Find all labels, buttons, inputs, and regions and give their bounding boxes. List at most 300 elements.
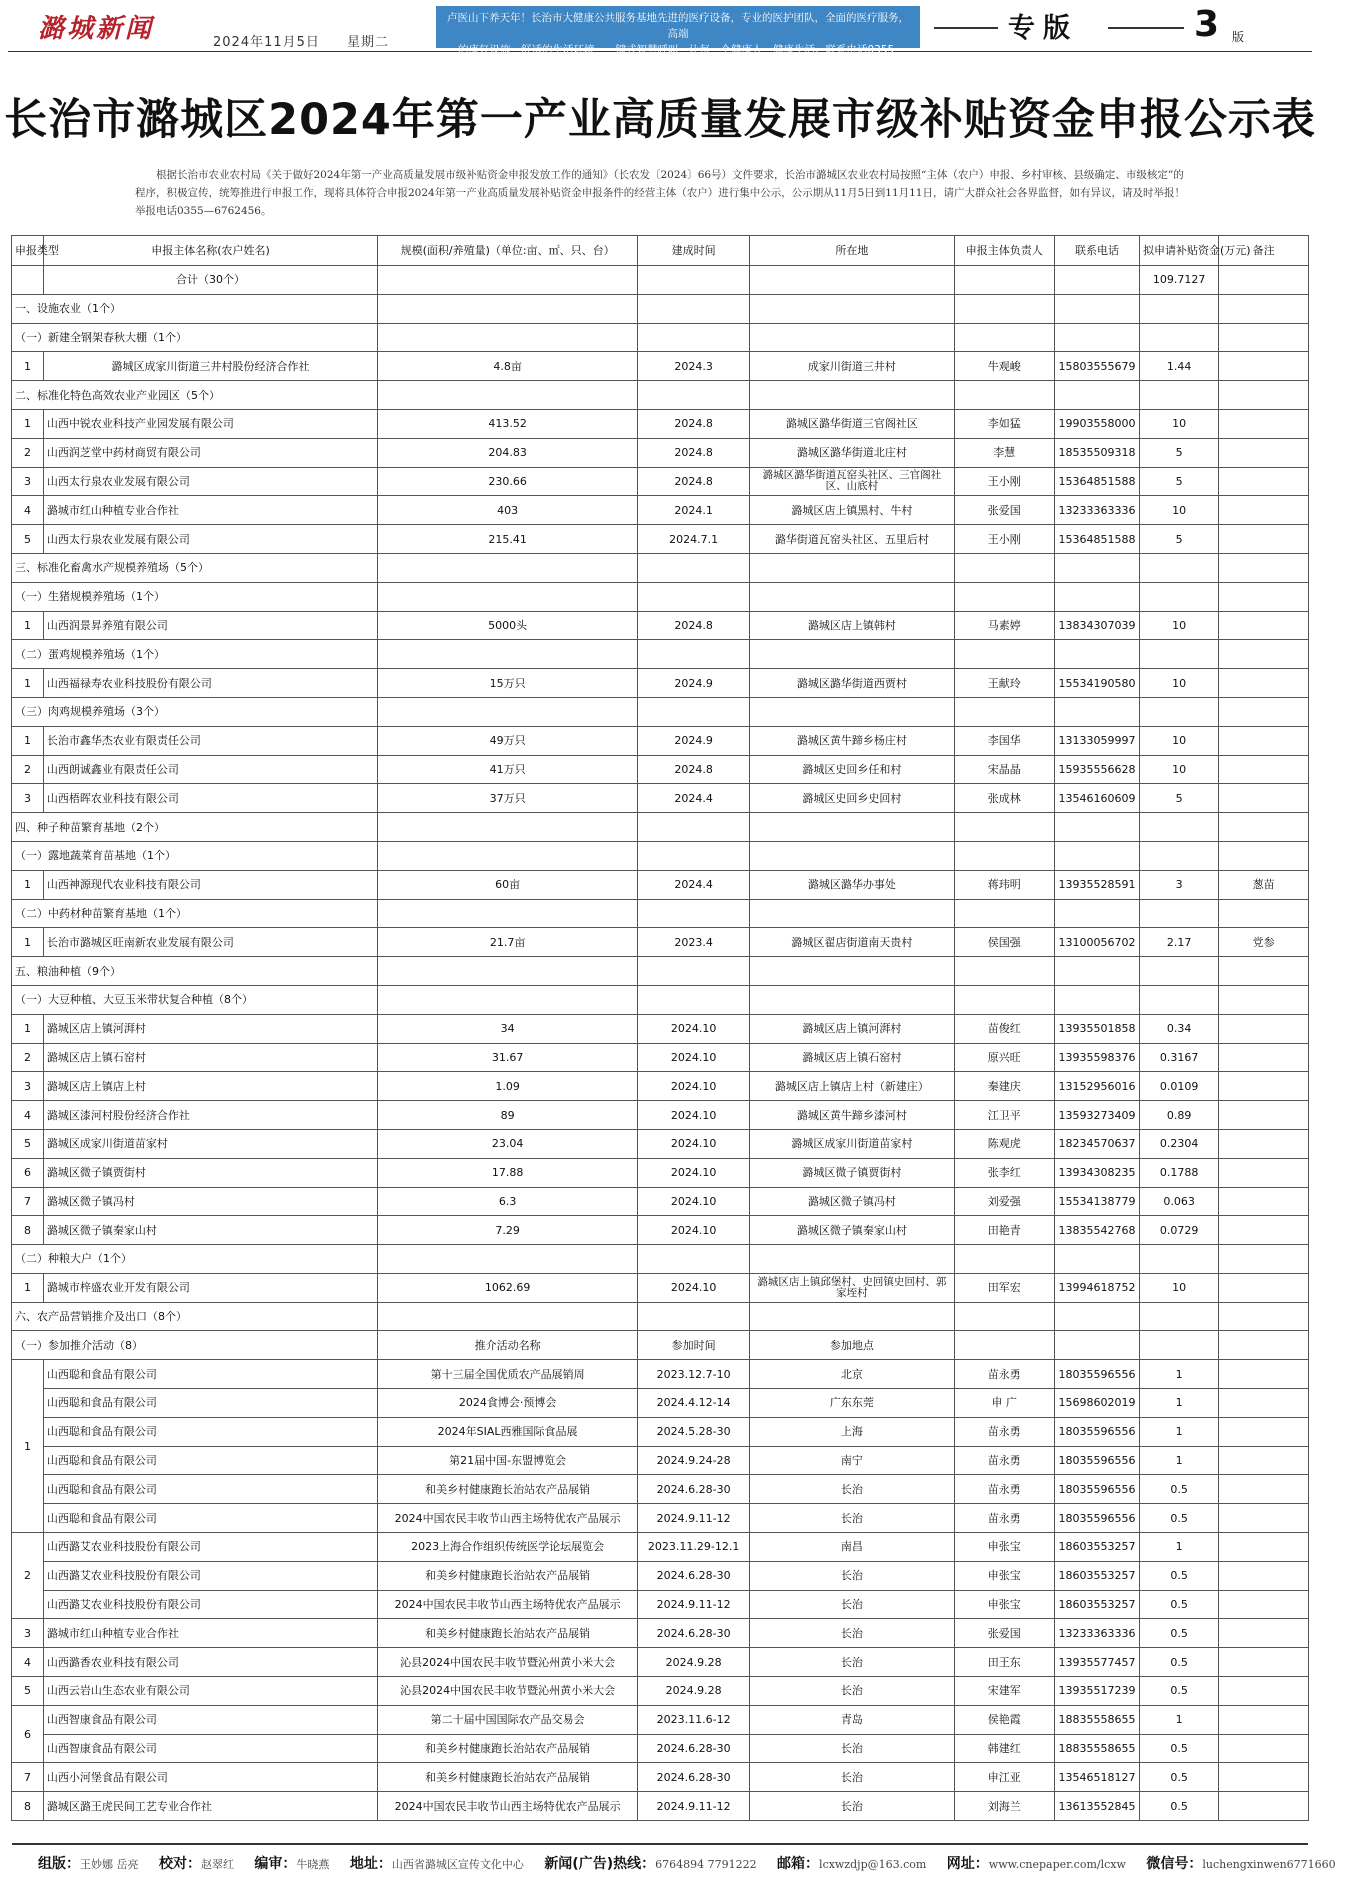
cell-note <box>1219 1014 1309 1043</box>
cell-name: 山西小河堡食品有限公司 <box>43 1763 377 1792</box>
cell-name: 山西聪和食品有限公司 <box>43 1417 377 1446</box>
cell-time: 2023.11.6-12 <box>638 1705 750 1734</box>
cell-note <box>1219 1129 1309 1158</box>
cell-time: 2024.10 <box>638 1187 750 1216</box>
cell-person: 申张宝 <box>954 1533 1054 1562</box>
cell-time: 2024.9.11-12 <box>638 1590 750 1619</box>
cell-name: 山西潞艾农业科技股份有限公司 <box>43 1590 377 1619</box>
cell-person: 申张宝 <box>954 1561 1054 1590</box>
cell-name: 潞城区潞王虎民间工艺专业合作社 <box>43 1792 377 1821</box>
cell-place: 长治 <box>750 1504 954 1533</box>
cell-loc: 潞城区微子镇冯村 <box>750 1187 954 1216</box>
cell-person: 蒋玮明 <box>954 870 1054 899</box>
col-phone: 联系电话 <box>1054 236 1139 266</box>
cell-loc: 潞城区店上镇黑村、牛村 <box>750 496 954 525</box>
cell-place: 长治 <box>750 1677 954 1706</box>
cell-act: 和美乡村健康跑长治站农产品展销 <box>378 1734 638 1763</box>
cell-time: 2024.7.1 <box>638 525 750 554</box>
cell-name: 山西聪和食品有限公司 <box>43 1360 377 1389</box>
cell-name: 潞城市梓盛农业开发有限公司 <box>43 1273 377 1302</box>
cell-phone: 19903558000 <box>1054 409 1139 438</box>
cell-name: 潞城区微子镇冯村 <box>43 1187 377 1216</box>
cell-act: 2024中国农民丰收节山西主场特优农产品展示 <box>378 1590 638 1619</box>
cell-person: 秦建庆 <box>954 1072 1054 1101</box>
table-row <box>12 438 1309 467</box>
table-row <box>12 870 1309 899</box>
cell-phone: 13835542768 <box>1054 1216 1139 1245</box>
cell-time: 2024.10 <box>638 1216 750 1245</box>
cell-name: 山西智康食品有限公司 <box>43 1705 377 1734</box>
cell-time: 2024.6.28-30 <box>638 1561 750 1590</box>
cell-amount: 1 <box>1140 1389 1219 1418</box>
cell-amount: 10 <box>1140 496 1219 525</box>
total-amount: 109.7127 <box>1140 266 1219 295</box>
section-row <box>12 985 1309 1014</box>
subsidy-table <box>11 235 1309 1821</box>
cell-note <box>1219 496 1309 525</box>
cell-title: （一）大豆种植、大豆玉米带状复合种植（8个） <box>12 985 378 1014</box>
cell-phone: 18835558655 <box>1054 1734 1139 1763</box>
cell-title: 五、粮油种植（9个） <box>12 957 378 986</box>
cell-person: 李慧 <box>954 438 1054 467</box>
cell-phone: 13934308235 <box>1054 1158 1139 1187</box>
cell-place: 长治 <box>750 1734 954 1763</box>
cell-note <box>1219 726 1309 755</box>
cell-time: 2024.8 <box>638 467 750 496</box>
cell-place: 长治 <box>750 1792 954 1821</box>
cell-scale: 1062.69 <box>378 1273 638 1302</box>
cell-name: 山西福禄寿农业科技股份有限公司 <box>43 669 377 698</box>
cell-scale: 7.29 <box>378 1216 638 1245</box>
cell-phone: 13546160609 <box>1054 784 1139 813</box>
table-row <box>12 1792 1309 1821</box>
cell-person: 苗永勇 <box>954 1504 1054 1533</box>
cell-time: 2024.10 <box>638 1158 750 1187</box>
email: lcxwzdjp@163.com <box>819 1858 927 1871</box>
masthead <box>8 4 1312 72</box>
page-number: 3 <box>1194 4 1220 45</box>
wechat-id: luchengxinwen6771660 <box>1202 1858 1336 1871</box>
cell-activity: 推介活动名称 <box>378 1331 638 1360</box>
cell-person: 苗永勇 <box>954 1446 1054 1475</box>
compile: 牛晓燕 <box>296 1858 330 1871</box>
cell-title: （一）新建全钢架春秋大棚（1个） <box>12 323 378 352</box>
cell-amount: 0.5 <box>1140 1677 1219 1706</box>
cell-note <box>1219 1101 1309 1130</box>
cell-person: 宋建军 <box>954 1677 1054 1706</box>
section-title: 专版 <box>1008 13 1078 44</box>
cell-place: 青岛 <box>750 1705 954 1734</box>
cell-time: 2023.4 <box>638 928 750 957</box>
cell-phone: 15935556628 <box>1054 755 1139 784</box>
table-row <box>12 1360 1309 1389</box>
cell-name: 潞城区店上镇石窑村 <box>43 1043 377 1072</box>
cell-note <box>1219 1216 1309 1245</box>
cell-note <box>1219 438 1309 467</box>
cell-name: 山西润芝堂中药材商贸有限公司 <box>43 438 377 467</box>
cell-scale: 4.8亩 <box>378 352 638 381</box>
cell-time: 2024.10 <box>638 1043 750 1072</box>
cell-no: 3 <box>12 1072 44 1101</box>
cell-person: 张爱国 <box>954 496 1054 525</box>
cell-name: 山西潞艾农业科技股份有限公司 <box>43 1561 377 1590</box>
cell-name: 潞城区成家川街道三井村股份经济合作社 <box>43 352 377 381</box>
cell-name: 潞城区漆河村股份经济合作社 <box>43 1101 377 1130</box>
cell-person: 申张宝 <box>954 1590 1054 1619</box>
cell-place: 广东东莞 <box>750 1389 954 1418</box>
section-row <box>12 697 1309 726</box>
cell-time: 2024.3 <box>638 352 750 381</box>
cell-note <box>1219 784 1309 813</box>
cell-time: 2024.8 <box>638 611 750 640</box>
compile-label: 编审： <box>254 1856 297 1872</box>
cell-loc: 潞城区成家川街道苗家村 <box>750 1129 954 1158</box>
cell-loc: 潞城区黄牛蹄乡漆河村 <box>750 1101 954 1130</box>
table-row <box>12 467 1309 496</box>
cell-no: 1 <box>12 352 44 381</box>
col-location: 所在地 <box>750 236 954 266</box>
cell-no: 1 <box>12 409 44 438</box>
col-scale: 规模(面积/养殖量)（单位:亩、㎡、只、台） <box>378 236 638 266</box>
cell-place: 长治 <box>750 1561 954 1590</box>
cell-note: 葱苗 <box>1219 870 1309 899</box>
cell-loc: 潞城区翟店街道南天贵村 <box>750 928 954 957</box>
table-row <box>12 1763 1309 1792</box>
table-row <box>12 784 1309 813</box>
cell-title: （一）露地蔬菜育苗基地（1个） <box>12 841 378 870</box>
cell-phone: 13935577457 <box>1054 1648 1139 1677</box>
table-row <box>12 1417 1309 1446</box>
cell-loc: 潞城区潞华街道北庄村 <box>750 438 954 467</box>
cell-place: 南宁 <box>750 1446 954 1475</box>
wechat-label: 微信号： <box>1146 1856 1203 1872</box>
cell-amount: 5 <box>1140 467 1219 496</box>
cell-name: 潞城区店上镇店上村 <box>43 1072 377 1101</box>
cell-scale: 230.66 <box>378 467 638 496</box>
cell-time: 2023.11.29-12.1 <box>638 1533 750 1562</box>
cell-act: 和美乡村健康跑长治站农产品展销 <box>378 1561 638 1590</box>
cell-name: 山西聪和食品有限公司 <box>43 1389 377 1418</box>
table-row <box>12 1158 1309 1187</box>
cell-name: 山西中锐农业科技产业园发展有限公司 <box>43 409 377 438</box>
cell-amount: 10 <box>1140 755 1219 784</box>
cell-amount: 2.17 <box>1140 928 1219 957</box>
table-row <box>12 1734 1309 1763</box>
newspaper-logo: 潞城新闻 <box>38 14 155 44</box>
cell-loc: 潞城区店上镇石窑村 <box>750 1043 954 1072</box>
cell-amount: 0.5 <box>1140 1792 1219 1821</box>
cell-phone: 13593273409 <box>1054 1101 1139 1130</box>
cell-note <box>1219 525 1309 554</box>
cell-time: 2024.8 <box>638 438 750 467</box>
cell-place: 长治 <box>750 1590 954 1619</box>
cell-note <box>1219 467 1309 496</box>
cell-title: （三）肉鸡规模养殖场（3个） <box>12 697 378 726</box>
cell-phone: 13834307039 <box>1054 611 1139 640</box>
cell-time: 2024.6.28-30 <box>638 1734 750 1763</box>
cell-time: 2024.9.11-12 <box>638 1504 750 1533</box>
cell-phone: 18603553257 <box>1054 1533 1139 1562</box>
cell-loc: 成家川街道三井村 <box>750 352 954 381</box>
section-row <box>12 957 1309 986</box>
cell-phone: 13935598376 <box>1054 1043 1139 1072</box>
cell-phone: 15364851588 <box>1054 525 1139 554</box>
cell-person: 苗永勇 <box>954 1360 1054 1389</box>
cell-scale: 37万只 <box>378 784 638 813</box>
cell-place: 长治 <box>750 1619 954 1648</box>
cell-name: 山西神源现代农业科技有限公司 <box>43 870 377 899</box>
total-label: 合计（30个） <box>43 266 377 295</box>
editor: 王妙娜 岳亮 <box>80 1858 139 1871</box>
cell-note <box>1219 409 1309 438</box>
table-row <box>12 611 1309 640</box>
cell-name: 山西云岩山生态农业有限公司 <box>43 1677 377 1706</box>
cell-person: 申江亚 <box>954 1763 1054 1792</box>
cell-scale: 403 <box>378 496 638 525</box>
cell-person: 刘海兰 <box>954 1792 1054 1821</box>
table-row <box>12 1187 1309 1216</box>
cell-no: 3 <box>12 784 44 813</box>
cell-time: 2024.8 <box>638 755 750 784</box>
cell-phone: 13233363336 <box>1054 1619 1139 1648</box>
cell-amount: 1 <box>1140 1360 1219 1389</box>
cell-amount: 0.5 <box>1140 1590 1219 1619</box>
cell-time: 2024.10 <box>638 1014 750 1043</box>
cell-person: 苗永勇 <box>954 1475 1054 1504</box>
cell-time: 2024.10 <box>638 1273 750 1302</box>
cell-amount: 0.5 <box>1140 1475 1219 1504</box>
cell-scale: 6.3 <box>378 1187 638 1216</box>
cell-name: 山西聪和食品有限公司 <box>43 1475 377 1504</box>
cell-note: 党参 <box>1219 928 1309 957</box>
cell-person: 张爱国 <box>954 1619 1054 1648</box>
col-type: 申报类型 <box>12 236 44 266</box>
table-row <box>12 409 1309 438</box>
cell-amount: 1 <box>1140 1533 1219 1562</box>
cell-name: 潞城区微子镇秦家山村 <box>43 1216 377 1245</box>
table-row <box>12 1216 1309 1245</box>
cell-person: 苗俊红 <box>954 1014 1054 1043</box>
cell-person: 申 广 <box>954 1389 1054 1418</box>
cell-time: 2024.6.28-30 <box>638 1763 750 1792</box>
col-note: 备注 <box>1219 236 1309 266</box>
cell-place: 南昌 <box>750 1533 954 1562</box>
cell-name: 山西梧晖农业科技有限公司 <box>43 784 377 813</box>
table-row <box>12 1677 1309 1706</box>
cell-person: 刘爱强 <box>954 1187 1054 1216</box>
cell-amount: 0.5 <box>1140 1561 1219 1590</box>
cell-no: 4 <box>12 1101 44 1130</box>
cell-amount: 1 <box>1140 1446 1219 1475</box>
cell-note <box>1219 755 1309 784</box>
cell-place: 长治 <box>750 1763 954 1792</box>
cell-phone: 13152956016 <box>1054 1072 1139 1101</box>
table-row <box>12 1561 1309 1590</box>
table-row <box>12 726 1309 755</box>
cell-amount: 0.2304 <box>1140 1129 1219 1158</box>
cell-scale: 41万只 <box>378 755 638 784</box>
cell-name: 山西润景昇养殖有限公司 <box>43 611 377 640</box>
cell-act: 第21届中国-东盟博览会 <box>378 1446 638 1475</box>
cell-loc: 潞城区店上镇韩村 <box>750 611 954 640</box>
ad-line-2: 的康复设施，舒适的生活环境，一键式智慧呼叫，让每一个健康人，健康生活。联系电话0355-3519999 <box>457 44 898 72</box>
cell-scale: 31.67 <box>378 1043 638 1072</box>
cell-amount: 5 <box>1140 525 1219 554</box>
date-text: 2024年11月5日 <box>213 35 320 50</box>
cell-name: 潞城区成家川街道苗家村 <box>43 1129 377 1158</box>
cell-amount: 0.0729 <box>1140 1216 1219 1245</box>
cell-scale: 17.88 <box>378 1158 638 1187</box>
cell-loc: 潞城区店上镇邱堡村、史回镇史回村、郭家垤村 <box>750 1273 954 1302</box>
cell-note <box>1219 611 1309 640</box>
section-rule-left <box>934 27 998 29</box>
cell-phone: 13613552845 <box>1054 1792 1139 1821</box>
section-row <box>12 553 1309 582</box>
total-row <box>12 266 1309 295</box>
cell-note <box>1219 1273 1309 1302</box>
cell-amount: 10 <box>1140 409 1219 438</box>
cell-no: 1 <box>12 611 44 640</box>
cell-place: 长治 <box>750 1475 954 1504</box>
cell-person: 侯艳霞 <box>954 1705 1054 1734</box>
cell-time: 2024.9 <box>638 726 750 755</box>
section-row <box>12 294 1309 323</box>
cell-act: 2023上海合作组织传统医学论坛展览会 <box>378 1533 638 1562</box>
cell-time: 2024.5.28-30 <box>638 1417 750 1446</box>
cell-no: 1 <box>12 726 44 755</box>
cell-person: 田王东 <box>954 1648 1054 1677</box>
cell-place: 长治 <box>750 1648 954 1677</box>
intro-paragraph: 根据长治市农业农村局《关于做好2024年第一产业高质量发展市级补贴资金申报发放工作的通知》（长农发〔2024〕66号）文件要求，长治市潞城区农业农村局按照“主体（农户）申报、乡村审核、县级确定、市级核定”的程序，积极宣传，统筹推进行申报工作，现将具体符合申报2024年第一产业高质量发展补贴资金申报条件的经营主体（农户）进行集中公示，公示期从11月5日到11月11日，请广大群众社会各界监督，如有异议，请及时举报！举报电话0355—6762456。 <box>135 169 1185 217</box>
cell-amount: 1.44 <box>1140 352 1219 381</box>
cell-no: 5 <box>12 525 44 554</box>
ad-line-1: 卢医山下养天年！长治市大健康公共服务基地先进的医疗设备，专业的医护团队，全面的医疗服务，高端 <box>447 12 909 40</box>
cell-no: 5 <box>12 1677 44 1706</box>
cell-phone: 13546518127 <box>1054 1763 1139 1792</box>
cell-no: 7 <box>12 1187 44 1216</box>
headline: 长治市潞城区2024年第一产业高质量发展市级补贴资金申报公示表 <box>4 95 1316 145</box>
hotline-label: 新闻(广告)热线： <box>544 1856 656 1872</box>
cell-no: 4 <box>12 1648 44 1677</box>
cell-phone: 13133059997 <box>1054 726 1139 755</box>
table-row <box>12 1475 1309 1504</box>
table-row <box>12 352 1309 381</box>
cell-scale: 1.09 <box>378 1072 638 1101</box>
cell-time: 2024.9.28 <box>638 1648 750 1677</box>
table-row <box>12 669 1309 698</box>
marketing-header-row <box>12 1331 1309 1360</box>
section-rule-right <box>1108 27 1184 29</box>
cell-scale: 21.7亩 <box>378 928 638 957</box>
section-row <box>12 381 1309 410</box>
cell-phone: 18603553257 <box>1054 1561 1139 1590</box>
cell-title: （一）参加推介活动（8） <box>12 1331 378 1360</box>
section-row <box>12 813 1309 842</box>
cell-no: 6 <box>12 1705 44 1763</box>
cell-act: 2024食博会·预博会 <box>378 1389 638 1418</box>
cell-scale: 5000头 <box>378 611 638 640</box>
cell-no: 7 <box>12 1763 44 1792</box>
cell-no: 2 <box>12 755 44 784</box>
proof: 赵翠红 <box>200 1858 234 1871</box>
table-row <box>12 496 1309 525</box>
cell-note <box>1219 1187 1309 1216</box>
table-row <box>12 1619 1309 1648</box>
cell-title: （二）蛋鸡规模养殖场（1个） <box>12 640 378 669</box>
cell-person: 李国华 <box>954 726 1054 755</box>
cell-amount: 5 <box>1140 784 1219 813</box>
cell-amount: 5 <box>1140 438 1219 467</box>
cell-act: 第二十届中国国际农产品交易会 <box>378 1705 638 1734</box>
cell-time: 2023.12.7-10 <box>638 1360 750 1389</box>
cell-amount: 10 <box>1140 669 1219 698</box>
website: www.cnepaper.com/lcxw <box>988 1858 1126 1871</box>
cell-amount: 0.89 <box>1140 1101 1219 1130</box>
footer <box>12 1843 1336 1883</box>
cell-phone: 13994618752 <box>1054 1273 1139 1302</box>
cell-title: 一、设施农业（1个） <box>12 294 378 323</box>
cell-phone: 13100056702 <box>1054 928 1139 957</box>
cell-no: 1 <box>12 1273 44 1302</box>
col-amount: 拟申请补贴资金(万元) <box>1140 236 1219 266</box>
cell-scale: 60亩 <box>378 870 638 899</box>
col-name: 申报主体名称(农户姓名) <box>43 236 377 266</box>
cell-person: 宋晶晶 <box>954 755 1054 784</box>
table-row <box>12 1533 1309 1562</box>
cell-time: 2024.10 <box>638 1101 750 1130</box>
cell-title: （二）种粮大户（1个） <box>12 1245 378 1274</box>
cell-phone: 18603553257 <box>1054 1590 1139 1619</box>
cell-scale: 15万只 <box>378 669 638 698</box>
section-row <box>12 1245 1309 1274</box>
cell-no: 2 <box>12 438 44 467</box>
section-row <box>12 1302 1309 1331</box>
cell-scale: 215.41 <box>378 525 638 554</box>
addr-label: 地址： <box>349 1856 392 1872</box>
table-row <box>12 525 1309 554</box>
cell-amount: 0.0109 <box>1140 1072 1219 1101</box>
cell-person: 侯国强 <box>954 928 1054 957</box>
cell-place: 参加地点 <box>750 1331 954 1360</box>
cell-person: 江卫平 <box>954 1101 1054 1130</box>
cell-no: 2 <box>12 1043 44 1072</box>
cell-amount: 10 <box>1140 726 1219 755</box>
cell-phone: 13233363336 <box>1054 496 1139 525</box>
cell-amount: 0.1788 <box>1140 1158 1219 1187</box>
footer-credits <box>38 1853 1352 1873</box>
page-label: 版 <box>1232 30 1245 44</box>
issue-date <box>213 31 411 50</box>
table-row <box>12 1101 1309 1130</box>
cell-loc: 潞城区店上镇店上村（新建庄） <box>750 1072 954 1101</box>
cell-time: 2024.6.28-30 <box>638 1619 750 1648</box>
cell-time: 2024.10 <box>638 1129 750 1158</box>
cell-note <box>1219 1158 1309 1187</box>
cell-no: 1 <box>12 669 44 698</box>
cell-name: 山西朗诚鑫业有限责任公司 <box>43 755 377 784</box>
cell-amount: 0.34 <box>1140 1014 1219 1043</box>
table-row <box>12 1648 1309 1677</box>
cell-name: 潞城市红山种植专业合作社 <box>43 1619 377 1648</box>
cell-title: 三、标准化畜禽水产规模养殖场（5个） <box>12 553 378 582</box>
cell-amount: 1 <box>1140 1705 1219 1734</box>
cell-time: 2024.4 <box>638 870 750 899</box>
cell-person: 张成林 <box>954 784 1054 813</box>
cell-name: 山西智康食品有限公司 <box>43 1734 377 1763</box>
cell-title: （二）中药材种苗繁育基地（1个） <box>12 899 378 928</box>
cell-time: 2024.6.28-30 <box>638 1475 750 1504</box>
col-time: 建成时间 <box>638 236 750 266</box>
